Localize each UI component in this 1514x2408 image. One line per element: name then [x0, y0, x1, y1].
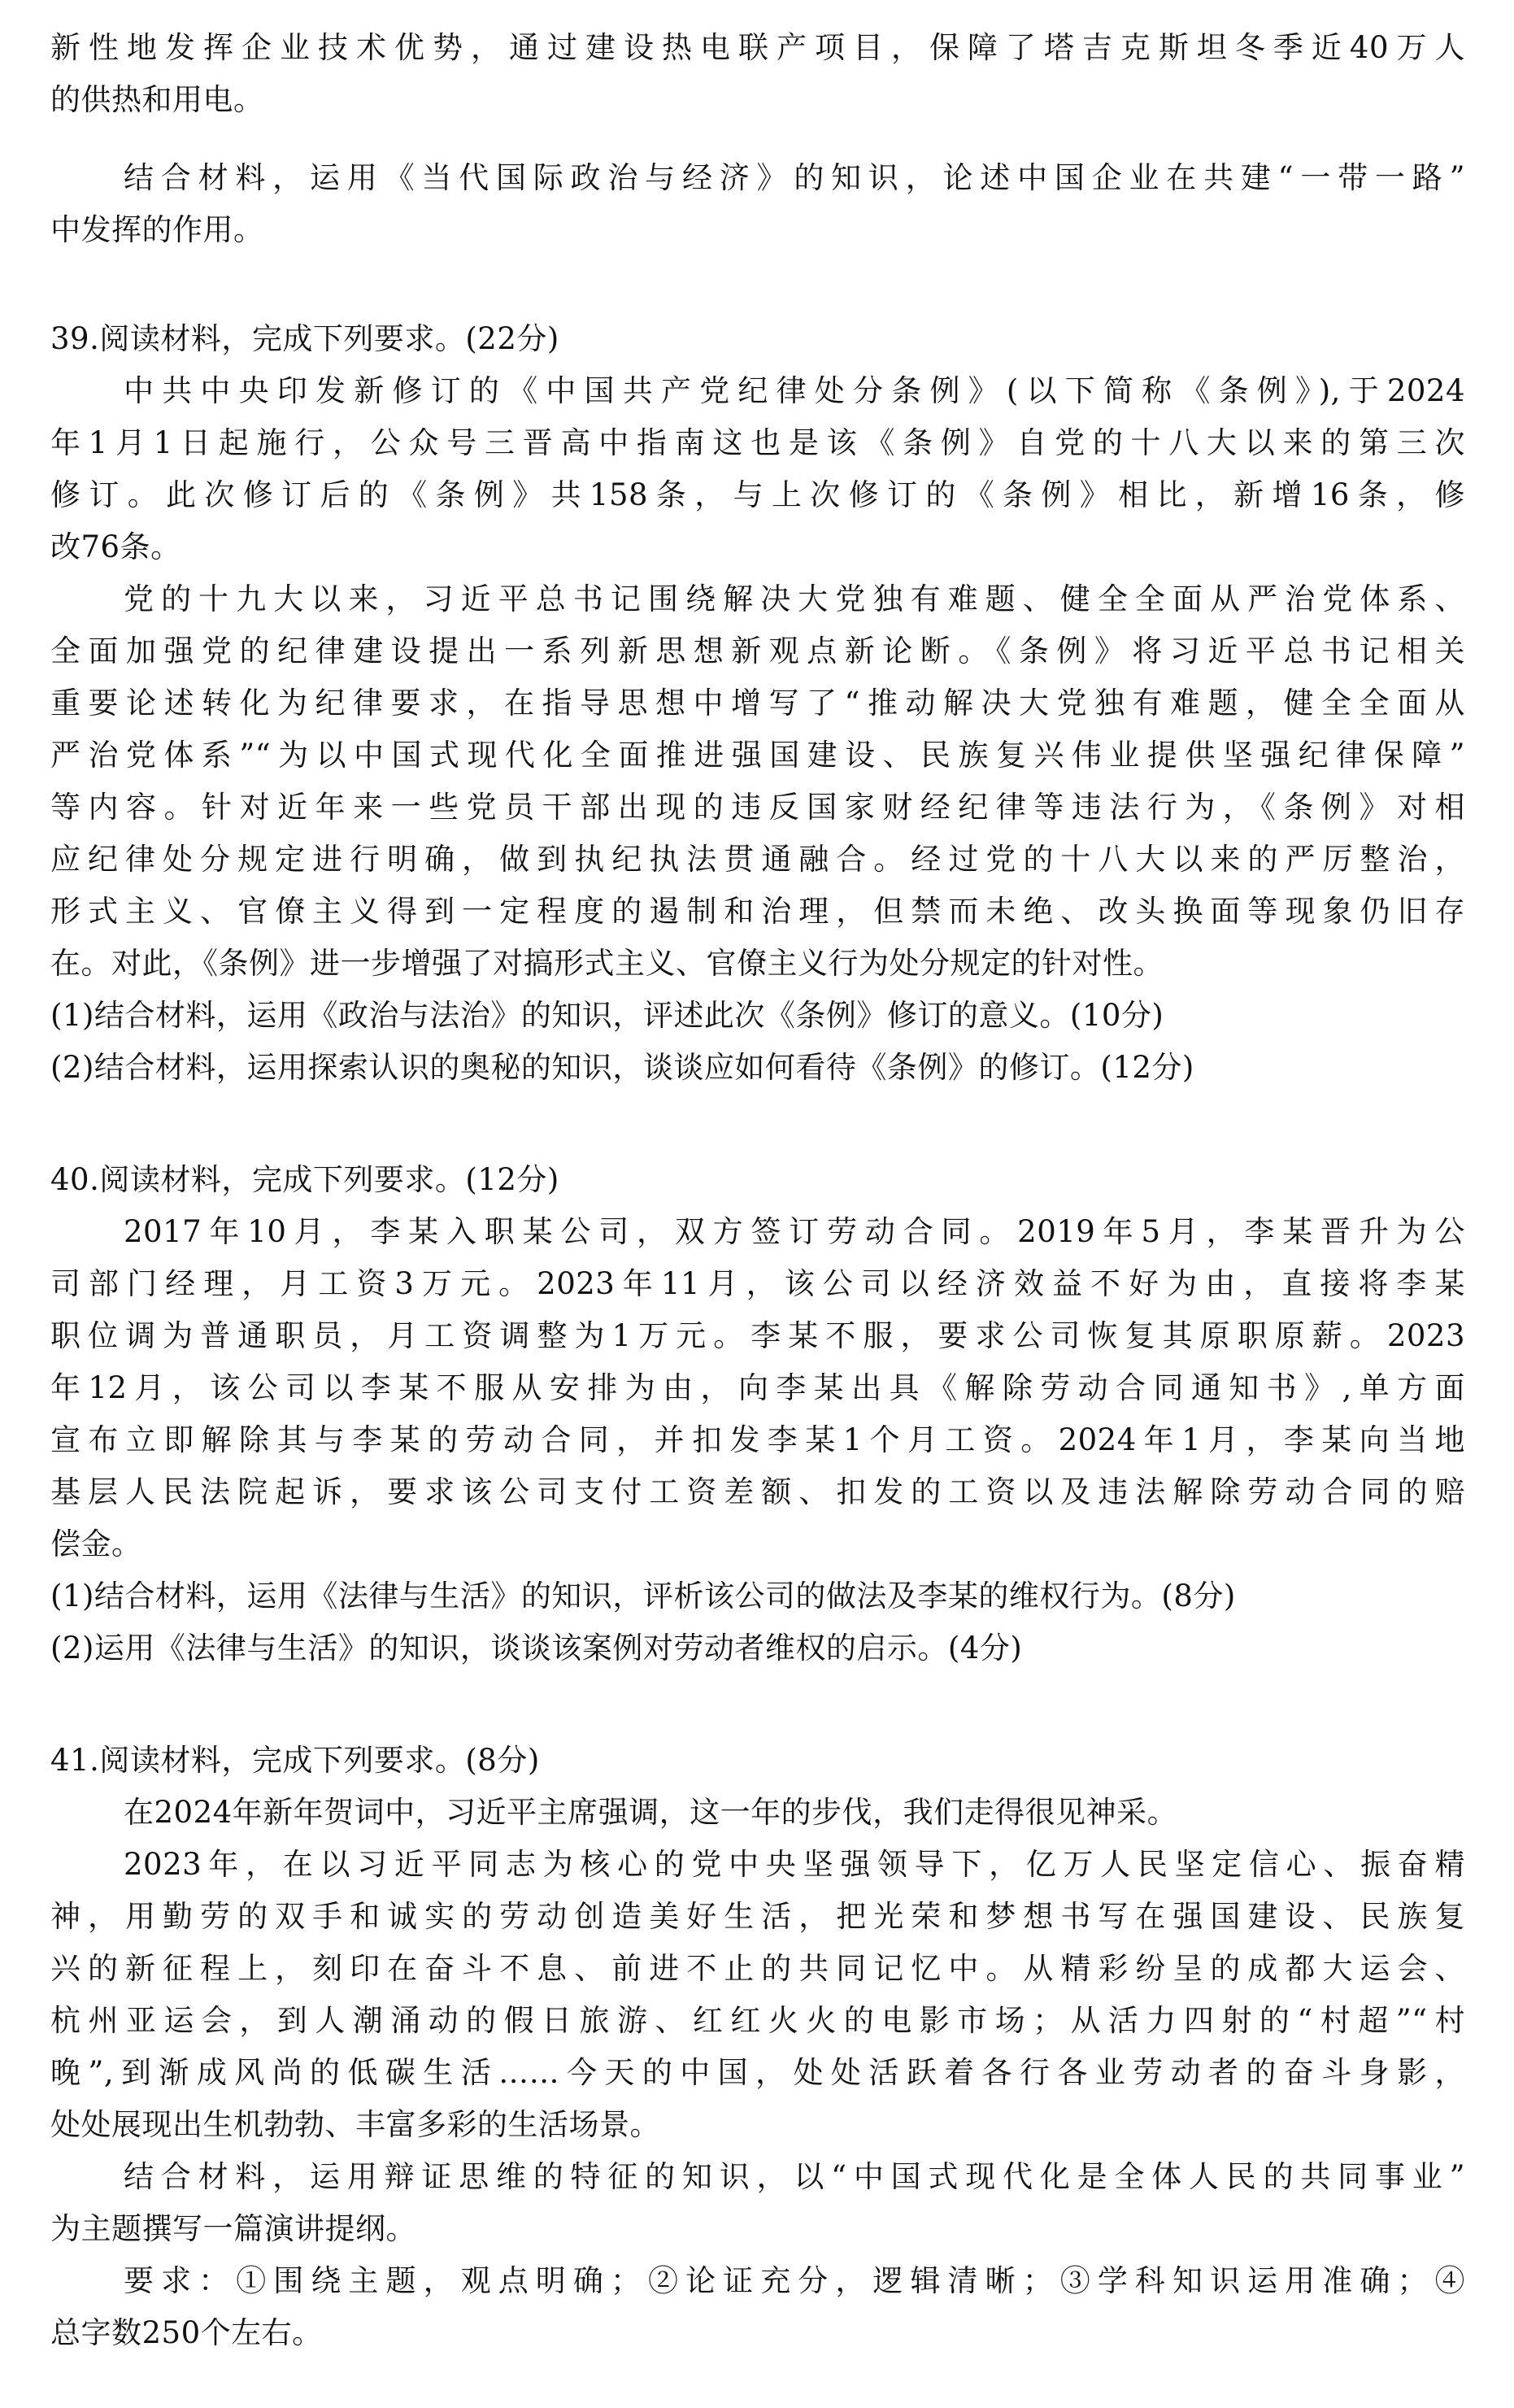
paragraph-line: 结合材料，运用辩证思维的特征的知识，以“中国式现代化是全体人民的共同事业”: [124, 2159, 1465, 2194]
paragraph-line: 处处展现出生机勃勃、丰富多彩的生活场景。: [50, 2107, 660, 2142]
sub-question-40-1: (1)结合材料，运用《法律与生活》的知识，评析该公司的做法及李某的维权行为。(8分): [50, 1578, 1236, 1613]
paragraph-line: 在2024年新年贺词中，习近平主席强调，这一年的步伐，我们走得很见神采。: [124, 1795, 1178, 1830]
paragraph-line: 严治党体系”“为以中国式现代化全面推进强国建设、民族复兴伟业提供坚强纪律保障”: [50, 738, 1465, 773]
question-40-heading: 40.阅读材料，完成下列要求。(12分): [50, 1162, 559, 1197]
paragraph-line: 宣布立即解除其与李某的劳动合同，并扣发李某1个月工资。2024年1月，李某向当地: [50, 1422, 1465, 1457]
question-39-heading: 39.阅读材料，完成下列要求。(22分): [50, 321, 559, 356]
paragraph-line: 为主题撰写一篇演讲提纲。: [50, 2211, 416, 2246]
paragraph-line: 年12月，该公司以李某不服从安排为由，向李某出具《解除劳动合同通知书》,单方面: [50, 1370, 1465, 1405]
paragraph-line: 司部门经理，月工资3万元。2023年11月，该公司以经济效益不好为由，直接将李某: [50, 1266, 1465, 1301]
paragraph-line: 新性地发挥企业技术优势，通过建设热电联产项目，保障了塔吉克斯坦冬季近40万人: [50, 30, 1465, 65]
paragraph-line: 的供热和用电。: [50, 82, 264, 117]
sub-question-40-2: (2)运用《法律与生活》的知识，谈谈该案例对劳动者维权的启示。(4分): [50, 1631, 1023, 1666]
paragraph-line: 兴的新征程上，刻印在奋斗不息、前进不止的共同记忆中。从精彩纷呈的成都大运会、: [50, 1951, 1465, 1986]
paragraph-line: 杭州亚运会，到人潮涌动的假日旅游、红红火火的电影市场；从活力四射的“村超”“村: [50, 2003, 1465, 2038]
paragraph-line: 形式主义、官僚主义得到一定程度的遏制和治理，但禁而未绝、改头换面等现象仍旧存: [50, 894, 1465, 929]
paragraph-line: 2023年，在以习近平同志为核心的党中央坚强领导下，亿万人民坚定信心、振奋精: [124, 1847, 1465, 1882]
paragraph-line: 晚”,到渐成风尚的低碳生活……今天的中国，处处活跃着各行各业劳动者的奋斗身影，: [50, 2055, 1465, 2090]
question-41-heading: 41.阅读材料，完成下列要求。(8分): [50, 1743, 540, 1778]
paragraph-line: 中发挥的作用。: [50, 212, 264, 247]
paragraph-line: 改76条。: [50, 529, 181, 564]
paragraph-line: 偿金。: [50, 1526, 142, 1561]
sub-question-39-1: (1)结合材料，运用《政治与法治》的知识，评述此次《条例》修订的意义。(10分): [50, 998, 1164, 1033]
paragraph-line: 在。对此，《条例》进一步增强了对搞形式主义、官僚主义行为处分规定的针对性。: [50, 946, 1164, 981]
paragraph-line: 中共中央印发新修订的《中国共产党纪律处分条例》(以下简称《条例》),于2024: [124, 373, 1465, 408]
paragraph-line: 修订。此次修订后的《条例》共158条，与上次修订的《条例》相比，新增16条，修: [50, 477, 1465, 512]
paragraph-line: 2017年10月，李某入职某公司，双方签订劳动合同。2019年5月，李某晋升为公: [124, 1214, 1465, 1249]
paragraph-line: 年1月1日起施行，公众号三晋高中指南这也是该《条例》自党的十八大以来的第三次: [50, 425, 1465, 460]
paragraph-line: 应纪律处分规定进行明确，做到执纪执法贯通融合。经过党的十八大以来的严厉整治，: [50, 842, 1465, 877]
paragraph-line: 职位调为普通职员，月工资调整为1万元。李某不服，要求公司恢复其原职原薪。2023: [50, 1318, 1465, 1353]
paragraph-line: 重要论述转化为纪律要求，在指导思想中增写了“推动解决大党独有难题，健全全面从: [50, 686, 1465, 721]
paragraph-line: 基层人民法院起诉，要求该公司支付工资差额、扣发的工资以及违法解除劳动合同的赔: [50, 1474, 1465, 1509]
requirements-line: 要求：①围绕主题，观点明确；②论证充分，逻辑清晰；③学科知识运用准确；④: [124, 2263, 1465, 2298]
paragraph-line: 党的十九大以来，习近平总书记围绕解决大党独有难题、健全全面从严治党体系、: [124, 581, 1465, 616]
paragraph-line: 结合材料，运用《当代国际政治与经济》的知识，论述中国企业在共建“一带一路”: [124, 160, 1465, 195]
paragraph-line: 神，用勤劳的双手和诚实的劳动创造美好生活，把光荣和梦想书写在强国建设、民族复: [50, 1899, 1465, 1934]
paragraph-line: 等内容。针对近年来一些党员干部出现的违反国家财经纪律等违法行为，《条例》对相: [50, 790, 1465, 825]
paragraph-line: 全面加强党的纪律建设提出一系列新思想新观点新论断。《条例》将习近平总书记相关: [50, 634, 1465, 668]
sub-question-39-2: (2)结合材料，运用探索认识的奥秘的知识，谈谈应如何看待《条例》的修订。(12分): [50, 1050, 1194, 1085]
requirements-line: 总字数250个左右。: [50, 2315, 323, 2350]
